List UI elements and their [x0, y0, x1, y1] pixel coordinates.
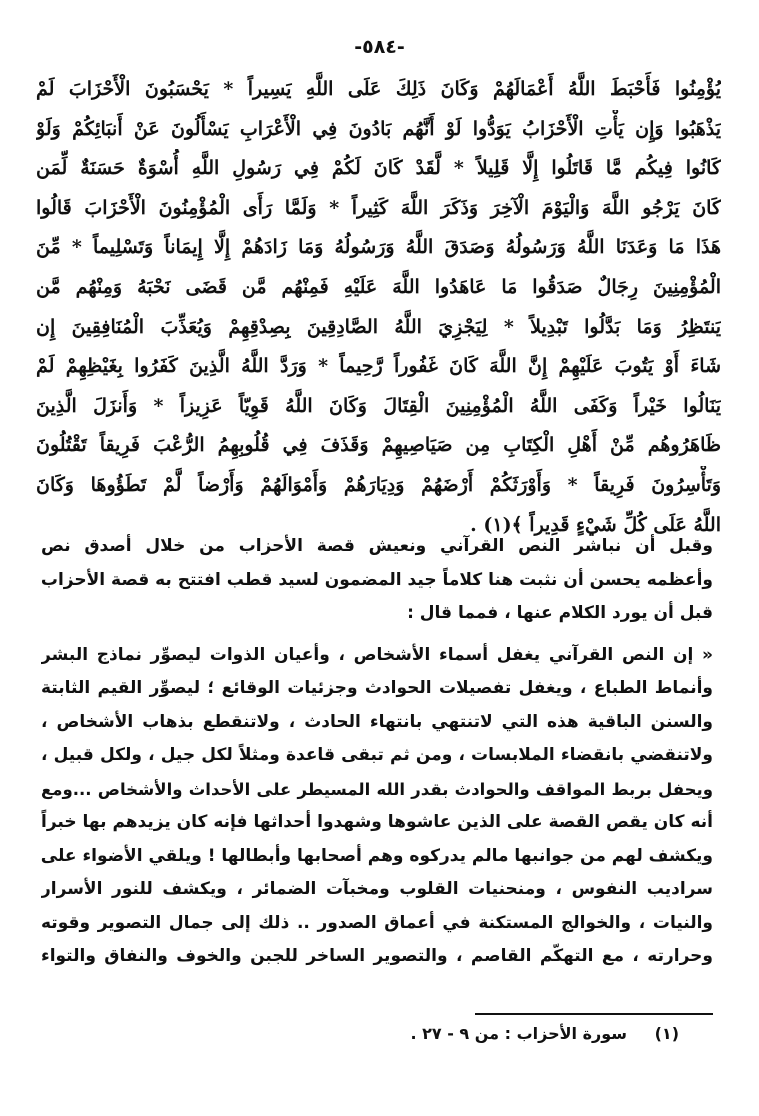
prose-line: ولاتنقضي بانقضاء الملابسات ، ومن ثم تبقى قاعدة ومثلاً لكل جيل ، ولكل قبيل ، [41, 745, 713, 765]
prose-line: ويحفل بربط المواقف والحوادث بقدر الله المسيطر على الأحداث والأشخاص ...ومع [41, 779, 713, 799]
prose-line: وأعظمه يحسن أن نثبت هنا كلاماً جيد المضمون لسيد قطب افتتح به قصة الأحزاب [41, 569, 713, 590]
quran-line: يَنَالُوا خَيْراً وَكَفَى اللَّهُ الْمُؤْمِنِينَ الْقِتَالَ وَكَانَ اللَّهُ قَوِيّاً عَزِيزاً * وَأَنزَلَ الَّذِينَ [36, 394, 721, 417]
commentary-text [41, 530, 713, 974]
footnote-text: سورة الأحزاب : من ٩ - ٢٧ . [410, 1024, 628, 1043]
page-number: -٥٨٤- [354, 36, 405, 58]
quran-line: اللَّهُ عَلَى كُلِّ شَيْءٍ قَدِيراً ﴾(١) . [470, 513, 721, 536]
prose-line: وقبل أن نباشر النص القرآني ونعيش قصة الأحزاب من خلال أصدق نص [41, 536, 713, 556]
footnote-mark: (١) [654, 1024, 679, 1043]
quran-line: يَنتَظِرُ وَمَا بَدَّلُوا تَبْدِيلاً * لِيَجْزِيَ اللَّهُ الصَّادِقِينَ بِصِدْقِهِمْ وَيُعَذِّبَ الْمُنَافِقِينَ إِن [36, 315, 721, 338]
quran-line: يُؤْمِنُوا فَأَحْبَطَ اللَّهُ أَعْمَالَهُمْ وَكَانَ ذَلِكَ عَلَى اللَّهِ يَسِيراً * يَحْسَبُونَ الْأَحْزَابَ لَمْ [36, 78, 721, 100]
footnote [410, 1024, 679, 1043]
quran-line: ظَاهَرُوهُم مِّنْ أَهْلِ الْكِتَابِ مِن صَيَاصِيهِمْ وَقَذَفَ فِي قُلُوبِهِمُ الرُّعْبَ فَرِيقاً تَقْتُلُونَ [36, 434, 721, 457]
prose-line: أنه كان يقص القصة على الذين عاشوها وشهدوا أحداثها فإنه كان يزيدهم بها خبراً [41, 812, 713, 832]
quran-line: وَتَأْسِرُونَ فَرِيقاً * وَأَوْرَثَكُمْ أَرْضَهُمْ وَدِيَارَهُمْ وَأَمْوَالَهُمْ وَأَرْضاً لَّمْ تَطَؤُوهَا وَكَانَ [36, 473, 721, 496]
quran-line: شَاءَ أَوْ يَتُوبَ عَلَيْهِمْ إِنَّ اللَّهَ كَانَ غَفُوراً رَّحِيماً * وَرَدَّ اللَّهُ الَّذِينَ كَفَرُوا بِغَيْظِهِمْ لَمْ [36, 355, 721, 378]
prose-line: « إن النص القرآني يغفل أسماء الأشخاص ، وأعيان الذوات ليصوِّر نماذج البشر [41, 644, 713, 665]
prose-line: قبل أن يورد الكلام عنها ، فمما قال : [407, 603, 713, 623]
quran-line: كَانُوا فِيكُم مَّا قَاتَلُوا إِلَّا قَلِيلاً * لَّقَدْ كَانَ لَكُمْ فِي رَسُولِ اللَّهِ أُسْوَةٌ حَسَنَةٌ لِّمَن [36, 157, 721, 180]
prose-line: وحرارته ، مع التهكّم القاصم ، والتصوير الساخر للجبن والخوف والنفاق والتواء [41, 946, 713, 966]
quran-line: يَذْهَبُوا وَإِن يَأْتِ الْأَحْزَابُ يَوَدُّوا لَوْ أَنَّهُم بَادُونَ فِي الْأَعْرَابِ يَسْأَلُونَ عَنْ أَنبَائِكُمْ وَلَوْ [36, 117, 721, 140]
prose-line: والنيات ، والخوالج المستكنة في أعماق الصدور .. ذلك إلى جمال التصوير وقوته [41, 912, 713, 933]
prose-line: وأنماط الطباع ، ويغفل تفصيلات الحوادث وجزئيات الوقائع ؛ ليصوِّر القيم الثابتة [41, 678, 713, 698]
quran-line: كَانَ يَرْجُو اللَّهَ وَالْيَوْمَ الْآخِرَ وَذَكَرَ اللَّهَ كَثِيراً * وَلَمَّا رَأَى الْمُؤْمِنُونَ الْأَحْزَابَ قَالُوا [36, 196, 721, 219]
footnote-divider [475, 1013, 713, 1015]
quran-passage [36, 70, 721, 545]
prose-line: ويكشف لهم من جوانبها مالم يدركوه وهم أصحابها وأبطالها ! ويلقي الأضواء على [41, 845, 713, 866]
prose-line: سراديب النفوس ، ومنحنيات القلوب ومخبآت الضمائر ، ويكشف للنور الأسرار [41, 879, 713, 899]
quran-line: هَذَا مَا وَعَدَنَا اللَّهُ وَرَسُولُهُ وَصَدَقَ اللَّهُ وَرَسُولُهُ وَمَا زَادَهُمْ إِلَّا إِيمَاناً وَتَسْلِيماً * مِّنَ [36, 236, 721, 259]
quran-line: الْمُؤْمِنِينَ رِجَالٌ صَدَقُوا مَا عَاهَدُوا اللَّهَ عَلَيْهِ فَمِنْهُم مَّن قَضَى نَحْبَهُ وَمِنْهُم مَّن [36, 275, 721, 298]
prose-line: والسنن الباقية هذه التي لاتنتهي بانتهاء الحادث ، ولاتنقطع بذهاب الأشخاص ، [41, 711, 713, 732]
